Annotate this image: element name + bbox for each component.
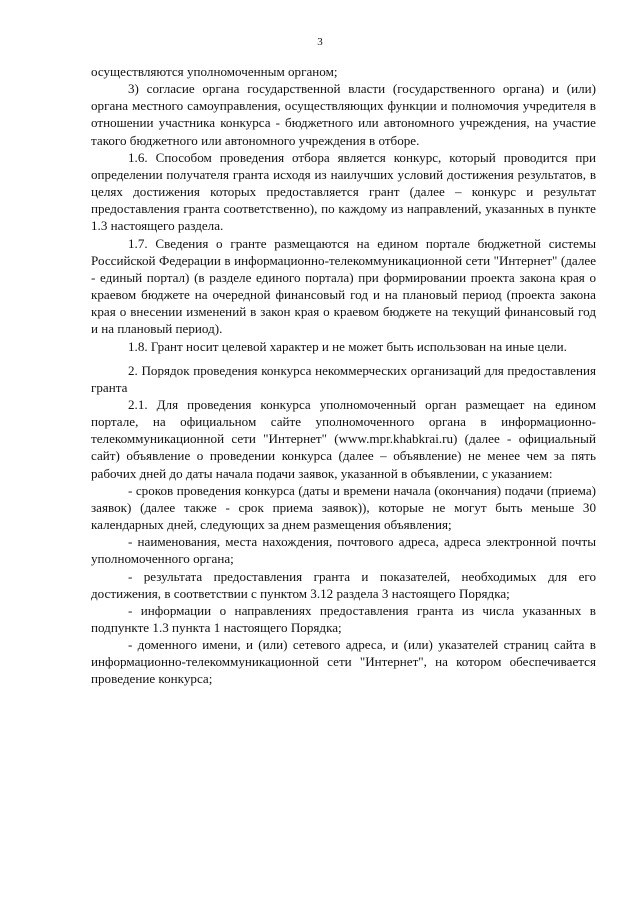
paragraph-item-3: 3) согласие органа государственной власти (государственного органа) и (или) органа местного самоуправления, осуществляющих функции и полномочия учредителя в отношении участника конкурса - бюджетного или автономного учреждения, на участие такого бюджетного или автономного учреждения в отборе.: [91, 81, 596, 148]
list-item-domain: - доменного имени, и (или) сетевого адреса, и (или) указателей страниц сайта в информационно-телекоммуникационной сети "Интернет", на котором обеспечивается проведение конкурса;: [91, 637, 596, 687]
page-number: 3: [317, 36, 323, 48]
list-item-directions: - информации о направлениях предоставления гранта из числа указанных в подпункте 1.3 пункта 1 настоящего Порядка;: [91, 602, 596, 635]
paragraph-continuation: осуществляются уполномоченным органом;: [91, 64, 338, 79]
section-heading-2: 2. Порядок проведения конкурса некоммерческих организаций для предоставления гранта: [91, 362, 596, 395]
paragraph-1-6: 1.6. Способом проведения отбора является конкурс, который проводится при определении получателя гранта исходя из наилучших условий достижения результатов, в целях достижения которых предоставляется грант (далее – конкурс и результат предоставления гранта соответственно), по каждому из направлений, указанных в пункте 1.3 настоящего раздела.: [91, 149, 596, 234]
list-item-results: - результата предоставления гранта и показателей, необходимых для его достижения, в соответствии с пунктом 3.12 раздела 3 настоящего Порядка;: [91, 568, 596, 601]
paragraph-2-1: 2.1. Для проведения конкурса уполномоченный орган размещает на едином портале, на официальном сайте уполномоченного органа в информационно-телекоммуникационной сети "Интернет" (www.mpr.khabkrai.ru) (далее - официальный сайт) объявление о проведении конкурса (далее – объявление) не менее чем за пять рабочих дней до даты начала подачи заявок, указанной в объявлении, с указанием:: [91, 396, 596, 481]
list-item-deadlines: - сроков проведения конкурса (даты и времени начала (окончания) подачи (приема) заявок) (далее также - срок приема заявок)), которые не могут быть меньше 30 календарных дней, следующих за днем размещения объявления;: [91, 482, 596, 533]
document-body: [91, 63, 596, 688]
paragraph-1-8: 1.8. Грант носит целевой характер и не может быть использован на иные цели.: [128, 338, 567, 354]
paragraph-1-7: 1.7. Сведения о гранте размещаются на едином портале бюджетной системы Российской Федерации в информационно-телекоммуникационной сети "Интернет" (далее - единый портал) (в разделе единого портала) при формировании проекта закона края о краевом бюджете на очередной финансовый год и на плановый период (проекта закона края о внесении изменений в закон края о краевом бюджете на текущий финансовый год и на плановый период).: [91, 235, 596, 337]
list-item-contacts: - наименования, места нахождения, почтового адреса, адреса электронной почты уполномоченного органа;: [91, 534, 596, 567]
